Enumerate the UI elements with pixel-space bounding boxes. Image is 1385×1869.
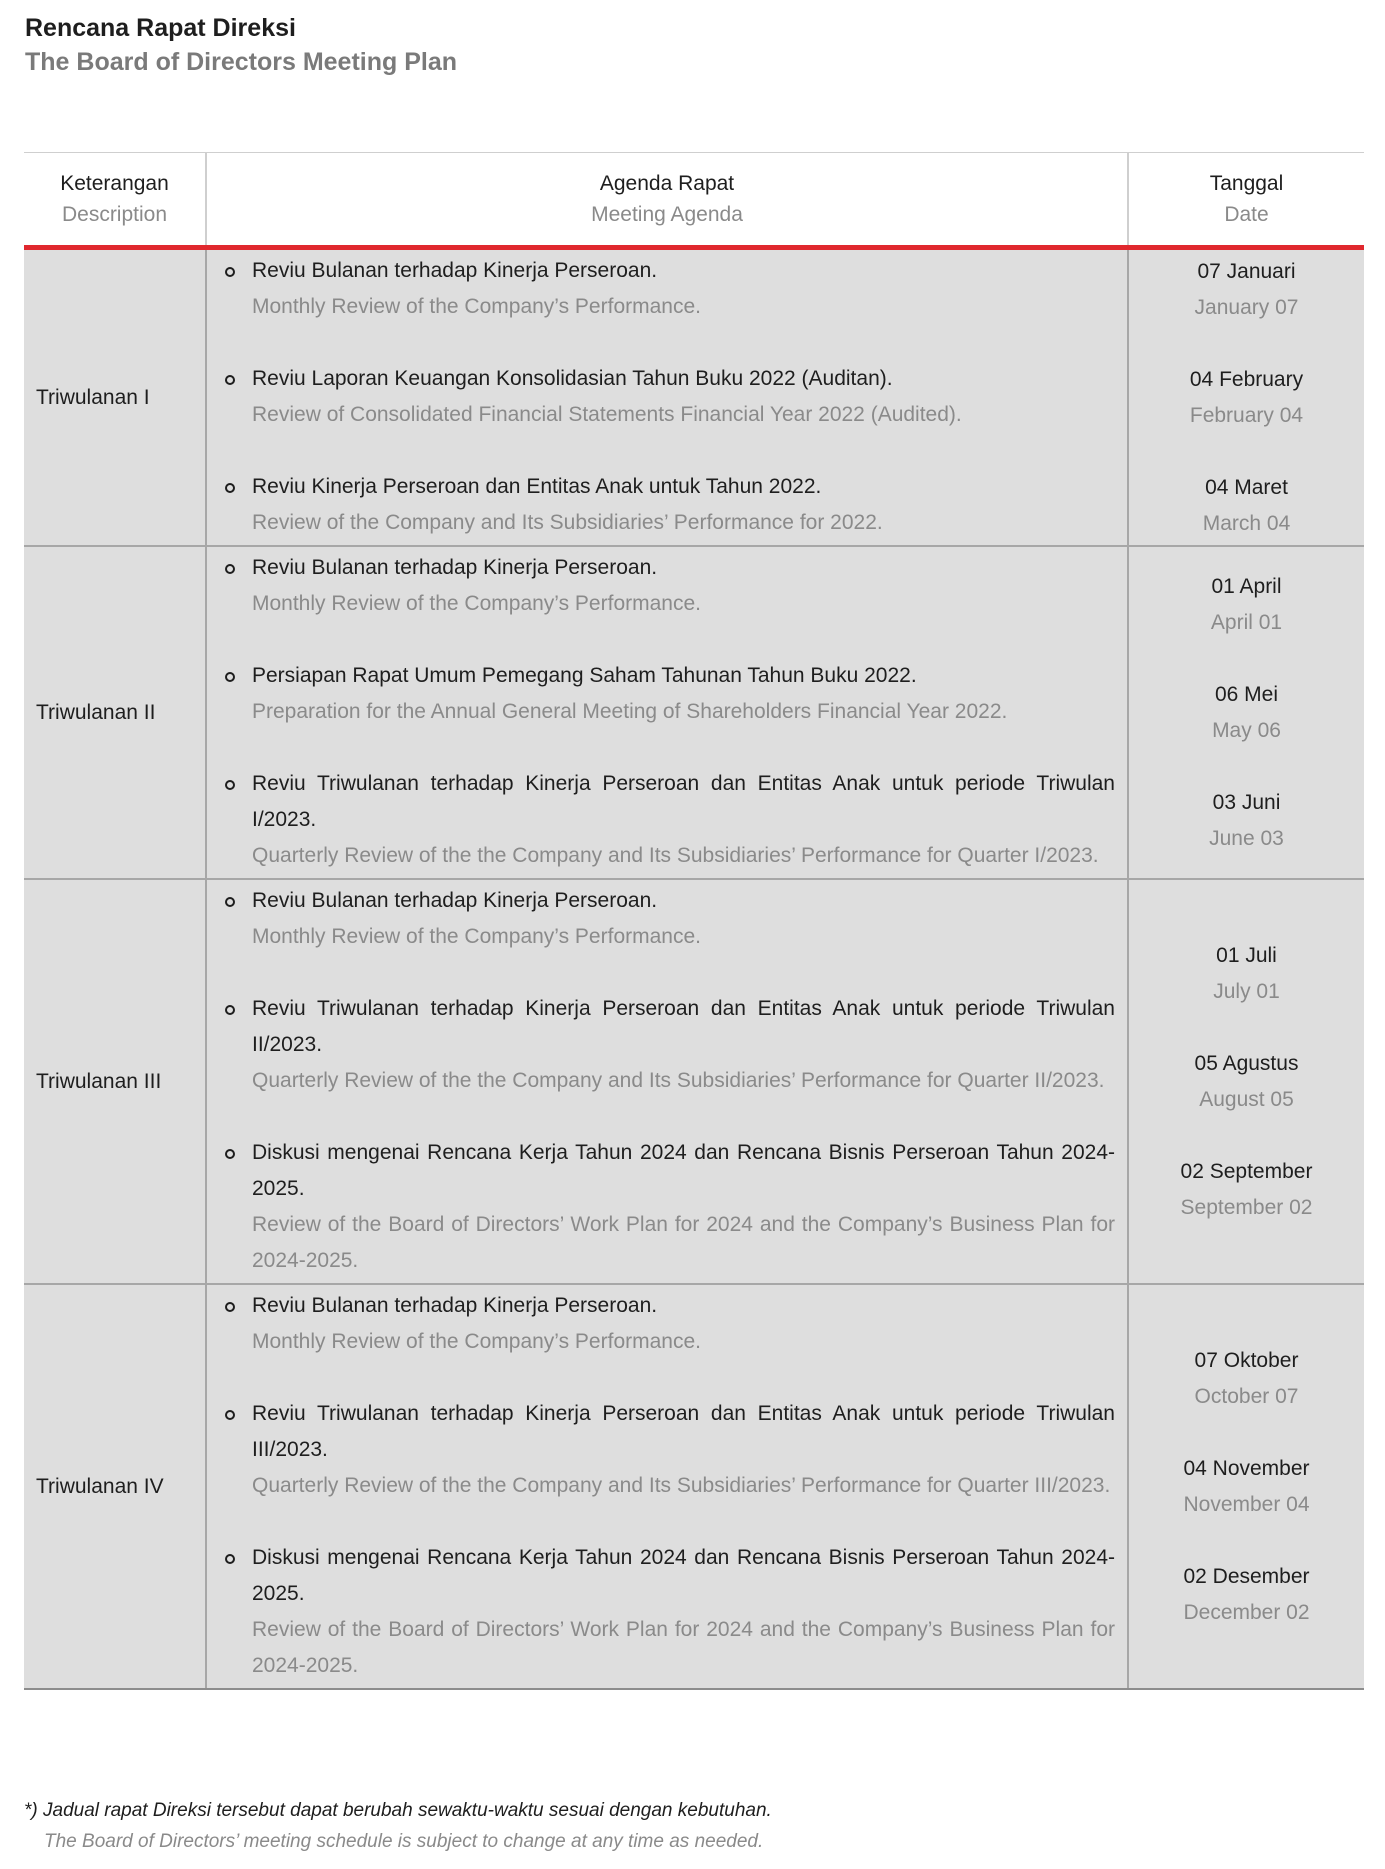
bullet-icon (225, 780, 235, 790)
header-label-en: Meeting Agenda (591, 203, 743, 226)
bullet-icon (225, 375, 235, 385)
meeting-date (1129, 569, 1364, 641)
agenda-text-id: Reviu Triwulanan terhadap Kinerja Perseroan dan Entitas Anak untuk periode Triwulan II/2023. (252, 997, 1115, 1056)
bullet-icon (225, 1302, 235, 1312)
header-label-id: Agenda Rapat (599, 172, 735, 195)
agenda-item (252, 658, 1115, 730)
date-text-id: 06 Mei (1214, 682, 1279, 706)
date-text-en: January 07 (1194, 295, 1299, 319)
agenda-item (252, 253, 1115, 325)
date-text-en: September 02 (1180, 1195, 1313, 1219)
agenda-text-id: Diskusi mengenai Rencana Kerja Tahun 2024 dan Rencana Bisnis Perseroan Tahun 2024-2025. (252, 1546, 1115, 1605)
quarter-cell: Triwulanan IV (24, 1284, 206, 1689)
agenda-cell (206, 879, 1128, 1284)
table-row (24, 879, 1364, 1284)
header-label-id: Tanggal (1209, 172, 1284, 195)
agenda-text-id: Reviu Bulanan terhadap Kinerja Perseroan. (252, 556, 658, 579)
table-body (24, 248, 1364, 1690)
bullet-icon (225, 564, 235, 574)
agenda-text-en: Quarterly Review of the the Company and Its Subsidiaries’ Performance for Quarter III/2023. (252, 1474, 1111, 1497)
date-text-id: 03 Juni (1212, 790, 1281, 814)
agenda-item (252, 766, 1115, 874)
date-text-id: 04 February (1189, 367, 1304, 391)
agenda-text-en: Review of Consolidated Financial Statements Financial Year 2022 (Audited). (252, 403, 962, 426)
meeting-date (1129, 254, 1364, 326)
date-text-en: May 06 (1212, 718, 1281, 742)
date-text-en: March 04 (1202, 511, 1291, 535)
footnote-translation: The Board of Directors’ meeting schedule is subject to change at any time as needed. (44, 1831, 764, 1852)
agenda-text-id: Diskusi mengenai Rencana Kerja Tahun 2024 dan Rencana Bisnis Perseroan Tahun 2024-2025. (252, 1141, 1115, 1200)
date-text-en: April 01 (1210, 610, 1283, 634)
date-text-en: December 02 (1183, 1600, 1310, 1624)
date-cell (1128, 879, 1364, 1284)
date-text-id: 04 November (1183, 1456, 1310, 1480)
agenda-cell (206, 1284, 1128, 1689)
agenda-item (252, 1135, 1115, 1279)
date-text-id: 02 September (1180, 1159, 1313, 1183)
header-date (1128, 153, 1364, 248)
agenda-item (252, 1540, 1115, 1684)
agenda-text-id: Reviu Laporan Keuangan Konsolidasian Tahun Buku 2022 (Auditan). (252, 367, 893, 390)
agenda-text-en: Monthly Review of the Company’s Performance. (252, 1330, 701, 1353)
agenda-item (252, 883, 1115, 955)
quarter-cell: Triwulanan II (24, 546, 206, 879)
date-text-id: 07 Oktober (1194, 1348, 1299, 1372)
meeting-date (1129, 1154, 1364, 1226)
date-cell (1128, 1284, 1364, 1689)
agenda-text-en: Quarterly Review of the the Company and Its Subsidiaries’ Performance for Quarter I/2023. (252, 844, 1099, 867)
quarter-cell: Triwulanan III (24, 879, 206, 1284)
date-text-en: June 03 (1209, 826, 1284, 850)
page-subtitle: The Board of Directors Meeting Plan (25, 48, 458, 76)
meeting-date (1129, 1343, 1364, 1415)
page-title: Rencana Rapat Direksi (25, 14, 296, 42)
date-cell (1128, 546, 1364, 879)
agenda-text-en: Preparation for the Annual General Meeting of Shareholders Financial Year 2022. (252, 700, 1008, 723)
meeting-date (1129, 1451, 1364, 1523)
table-row (24, 1284, 1364, 1689)
header-label-en: Description (61, 203, 168, 226)
date-cell (1128, 248, 1364, 547)
agenda-item (252, 469, 1115, 541)
table-header (24, 153, 1364, 248)
date-text-en: July 01 (1213, 979, 1280, 1003)
date-text-id: 07 Januari (1197, 259, 1296, 283)
bullet-icon (225, 897, 235, 907)
bullet-icon (225, 1005, 235, 1015)
footnote: *) Jadual rapat Direksi tersebut dapat berubah sewaktu-waktu sesuai dengan kebutuhan. (24, 1800, 772, 1821)
date-text-id: 02 Desember (1183, 1564, 1310, 1588)
date-text-en: October 07 (1194, 1384, 1299, 1408)
agenda-cell (206, 546, 1128, 879)
agenda-text-id: Persiapan Rapat Umum Pemegang Saham Tahunan Tahun Buku 2022. (252, 664, 917, 687)
table-row (24, 546, 1364, 879)
agenda-text-en: Monthly Review of the Company’s Performance. (252, 295, 701, 318)
agenda-text-en: Review of the Board of Directors’ Work Plan for 2024 and the Company’s Business Plan for 2024-2025. (252, 1213, 1115, 1272)
meeting-date (1129, 470, 1364, 542)
agenda-item (252, 991, 1115, 1099)
bullet-icon (225, 1149, 235, 1159)
bullet-icon (225, 1554, 235, 1564)
bullet-icon (225, 483, 235, 493)
date-text-id: 01 Juli (1216, 943, 1277, 967)
meeting-date (1129, 938, 1364, 1010)
agenda-text-id: Reviu Bulanan terhadap Kinerja Perseroan. (252, 889, 658, 912)
agenda-item (252, 1396, 1115, 1504)
agenda-text-id: Reviu Kinerja Perseroan dan Entitas Anak untuk Tahun 2022. (252, 475, 822, 498)
header-label-id: Keterangan (60, 172, 169, 195)
header-agenda (206, 153, 1128, 248)
agenda-item (252, 361, 1115, 433)
header-description (24, 153, 206, 248)
date-text-en: November 04 (1183, 1492, 1310, 1516)
agenda-text-en: Review of the Board of Directors’ Work Plan for 2024 and the Company’s Business Plan for 2024-2025. (252, 1618, 1115, 1677)
date-text-en: February 04 (1189, 403, 1304, 427)
agenda-cell (206, 248, 1128, 547)
header-label-en: Date (1224, 203, 1269, 226)
bullet-icon (225, 267, 235, 277)
meeting-date (1129, 677, 1364, 749)
agenda-text-en: Monthly Review of the Company’s Performance. (252, 592, 701, 615)
quarter-cell: Triwulanan I (24, 248, 206, 547)
agenda-text-id: Reviu Bulanan terhadap Kinerja Perseroan. (252, 1294, 658, 1317)
agenda-text-en: Monthly Review of the Company’s Performance. (252, 925, 701, 948)
agenda-item (252, 1288, 1115, 1360)
date-text-id: 01 April (1211, 574, 1282, 598)
agenda-item (252, 550, 1115, 622)
agenda-text-en: Quarterly Review of the the Company and Its Subsidiaries’ Performance for Quarter II/2023. (252, 1069, 1105, 1092)
agenda-text-id: Reviu Triwulanan terhadap Kinerja Perseroan dan Entitas Anak untuk periode Triwulan III/2023. (252, 1402, 1115, 1461)
meeting-date (1129, 1046, 1364, 1118)
bullet-icon (225, 672, 235, 682)
agenda-text-id: Reviu Triwulanan terhadap Kinerja Perseroan dan Entitas Anak untuk periode Triwulan I/2023. (252, 772, 1115, 831)
agenda-text-en: Review of the Company and Its Subsidiaries’ Performance for 2022. (252, 511, 883, 534)
date-text-id: 04 Maret (1205, 475, 1288, 499)
table-row (24, 248, 1364, 547)
meeting-date (1129, 1559, 1364, 1631)
meeting-date (1129, 362, 1364, 434)
date-text-id: 05 Agustus (1194, 1051, 1299, 1075)
agenda-text-id: Reviu Bulanan terhadap Kinerja Perseroan. (252, 259, 658, 282)
meeting-plan-table (24, 152, 1364, 1690)
date-text-en: August 05 (1199, 1087, 1294, 1111)
meeting-date (1129, 785, 1364, 857)
bullet-icon (225, 1410, 235, 1420)
